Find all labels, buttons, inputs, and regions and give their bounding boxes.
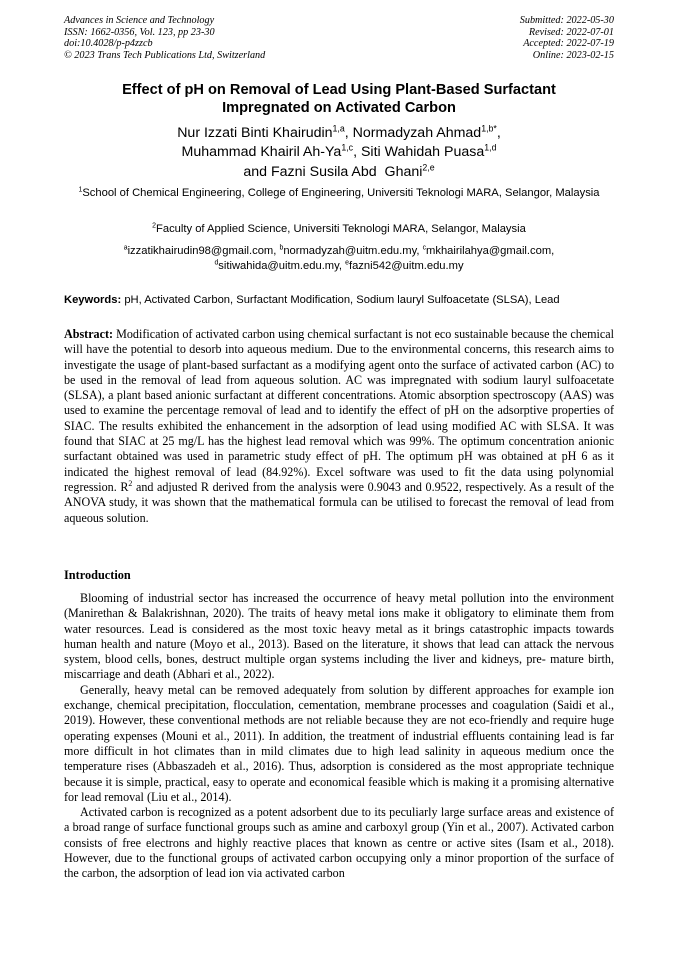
email-link[interactable]: fazni542@uitm.edu.my: [348, 260, 464, 272]
author-list: [64, 124, 614, 182]
paper-title: [64, 82, 614, 117]
abstract: [64, 327, 614, 526]
introduction-heading: Introduction: [64, 568, 131, 582]
author-line-3: and Fazni Susila Abd Ghani$^{2,e}$: [243, 162, 435, 180]
author-affiliation-mark: 1,d: [484, 142, 497, 153]
abstract-text-continued: and adjusted R derived from the analysis were 0.9043 and 0.9522, respectively. As a result of the ANOVA study, it was shown that the mathematical formula can be utilised to forecast the removal of lead from aqueous solution.: [64, 479, 614, 525]
email-line-1: $^a$izzatikhairudin98@gmail.com, $^b$normadyzah@uitm.edu.my, $^c$mkhairilahya@gmail.com,: [123, 244, 555, 257]
abstract-label: Abstract:: [64, 327, 114, 341]
email-link[interactable]: mkhairilahya@gmail.com: [426, 245, 552, 257]
affiliation-mark: 2: [152, 222, 157, 230]
journal-doi[interactable]: doi:10.4028/p-p4zzcb: [64, 38, 153, 50]
author-name: Nur Izzati Binti Khairudin: [177, 125, 333, 141]
email-link[interactable]: sitiwahida@uitm.edu.my: [218, 260, 339, 272]
author-name: Muhammad Khairil Ah-Ya: [181, 144, 342, 161]
author-name: Siti Wahidah Puasa: [360, 144, 485, 161]
email-mark: a: [123, 244, 128, 252]
journal-name: Advances in Science and Technology: [64, 15, 215, 26]
email-mark: d: [214, 259, 219, 267]
affiliation-text: Faculty of Applied Science, Universiti Teknologi MARA, Selangor, Malaysia: [156, 223, 526, 235]
email-mark: b: [279, 244, 284, 252]
affiliation-1: [64, 186, 614, 201]
abstract-superscript: 2: [128, 478, 133, 488]
date-accepted: Accepted: 2022-07-19: [523, 38, 614, 50]
keywords-text: pH, Activated Carbon, Surfactant Modification, Sodium lauryl Sulfoacetate (SLSA), Lead: [124, 294, 560, 306]
keywords: [64, 293, 616, 308]
author-affiliation-mark: 1,c: [341, 142, 354, 153]
email-mark: c: [422, 244, 427, 252]
keywords-label: Keywords:: [64, 294, 122, 306]
author-name: Normadyzah Ahmad: [352, 125, 482, 141]
introduction-body: [64, 591, 614, 882]
author-affiliation-mark: 1,a: [332, 123, 345, 134]
affiliation-2: [64, 222, 614, 237]
author-affiliation-mark: 2,e: [422, 162, 435, 173]
journal-copyright: © 2023 Trans Tech Publications Ltd, Switzerland: [64, 49, 266, 61]
introduction-paragraph: Blooming of industrial sector has increased the occurrence of heavy metal pollution into the environment (Manirethan & Balakrishnan, 2020). The traits of heavy metal ions make it obligatory to eliminate them from water resources. Lead is considered as the most toxic heavy metal as it brings catastrophic impacts towards human health and nature (Moyo et al., 2013). Based on the literature, it shows that lead can attack the nervous system, blood cells, bones, destruct multiple organ systems including the liver and kidneys, pre- mature birth, miscarriage and death (Abhari et al., 2022).: [64, 591, 614, 682]
author-emails: [64, 244, 614, 274]
journal-issn: ISSN: 1662-0356, Vol. 123, pp 23-30: [64, 26, 215, 38]
email-link[interactable]: normadyzah@uitm.edu.my: [283, 245, 417, 257]
author-affiliation-mark: 1,b*: [481, 123, 497, 134]
date-revised: Revised: 2022-07-01: [528, 26, 614, 38]
author-line-2: Muhammad Khairil Ah-Ya$^{1,c}$, Siti Wahidah Puasa$^{1,d}$: [181, 142, 497, 161]
date-online: Online: 2023-02-15: [532, 49, 614, 61]
affiliation-mark: 1: [78, 186, 83, 194]
introduction-paragraph: Activated carbon is recognized as a potent adsorbent due to its peculiarly large surface areas and existence of a broad range of surface functional groups such as amine and carboxyl group (Yin et al., 2007). Activated carbon consists of free electrons and highly reactive places that known as centre or active sites (Isam et al., 2018). However, due to the functional groups of activated carbon occupying only a minor proportion of the surface of the carbon, the adsorption of lead ion via activated carbon: [64, 805, 614, 881]
email-link[interactable]: izzatikhairudin98@gmail.com: [127, 245, 274, 257]
introduction-paragraph: Generally, heavy metal can be removed adequately from solution by different approaches for example ion exchange, chemical precipitation, flocculation, cementation, membrane processes and coagulation (Saidi et al., 2019). However, these conventional methods are not reliable because they are not eco-friendly and require huge operating expenses (Mouni et al., 2011). In addition, the treatment of industrial effluents containing lead is far more difficult in hot climates than in mild climates due to high lead salinity in aqueous medium once the temperature rises (Abbaszadeh et al., 2016). Thus, adsorption is considered as the most appropriate technique because it is simple, practical, easy to operate and economical feasible which is making it a promising alternative for lead removal (Liu et al., 2014).: [64, 682, 614, 804]
affiliation-text: School of Chemical Engineering, College of Engineering, Universiti Teknologi MARA, Selangor, Malaysia: [82, 187, 600, 199]
journal-info: [64, 15, 265, 61]
author-line-1: Nur Izzati Binti Khairudin$^{1,a}$, Normadyzah Ahmad$^{1,b*}$,: [177, 123, 501, 141]
publication-dates: [520, 15, 614, 61]
author-name: Fazni Susila Abd Ghani: [270, 163, 423, 180]
email-line-2: $^d$sitiwahida@uitm.edu.my, $^e$fazni542@uitm.edu.my: [214, 259, 464, 272]
email-mark: e: [345, 259, 349, 267]
abstract-text: Modification of activated carbon using chemical surfactant is not eco sustainable because the chemical will have the potential to desorb into aqueous medium. Due to the environmental concerns, this research aims to investigate the usage of plant-based surfactant as a modifying agent onto the surface of activated carbon (AC) to be used in the removal of lead from aqueous solution. AC was impregnated with sodium lauryl sulfoacetate (SLSA), a plant based anionic surfactant at different concentrations. Atomic absorption spectroscopy (AAS) was used to examine the percentage removal of lead and to identify the effect of pH on the adsorptive properties of SIAC. The results exhibited the enhancement in the adsorption of lead using modified AC with SLSA. It was found that SIAC at 25 mg/L has the highest lead removal which was 99%. The optimum concentration anionic surfactant obtained was used in parametric study effect of pH. The optimum pH was obtained at pH 6 as it indicated the highest removal of lead (84.92%). Excel software was used to fit the data using polynomial regression. R: [64, 327, 614, 494]
paper-title-line-1: Effect of pH on Removal of Lead Using Plant-Based Surfactant: [122, 82, 556, 98]
paper-title-line-2: Impregnated on Activated Carbon: [222, 99, 456, 116]
date-submitted: Submitted: 2022-05-30: [519, 15, 614, 26]
